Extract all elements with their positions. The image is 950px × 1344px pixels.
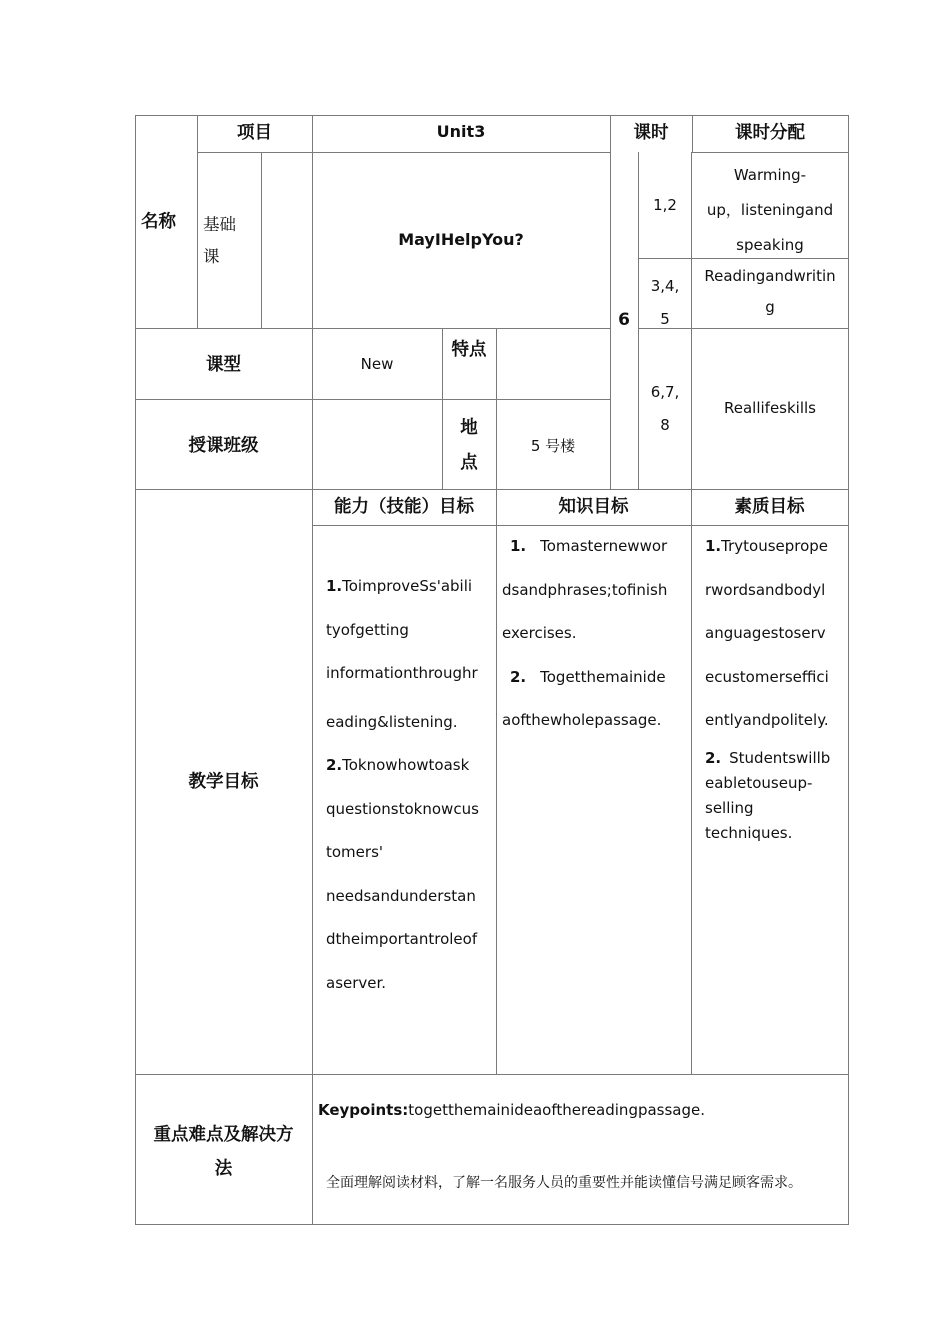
objectives-label: 教学目标 <box>188 772 259 792</box>
line: Studentswillb <box>729 748 831 767</box>
schedule-content-1-line1: Warming- <box>733 166 807 184</box>
line: dsandphrases;tofinish <box>502 580 668 599</box>
item-number: 1. <box>326 577 343 595</box>
line: Togetthemainide <box>540 667 666 686</box>
line: questionstoknowcus <box>326 799 479 818</box>
unit-label: Unit3 <box>436 122 486 141</box>
line: techniques. <box>705 823 793 842</box>
line: eading&listening. <box>326 712 458 731</box>
item-number: 2. <box>510 667 527 686</box>
keypoints-prefix: Keypoints: <box>318 1101 409 1119</box>
schedule-hours-2-line2: 5 <box>660 310 670 328</box>
keypoints-label-line2: 法 <box>214 1159 233 1179</box>
knowledge-item-2 <box>502 656 690 700</box>
line: ToimproveSs'abili <box>342 577 473 595</box>
line: dtheimportantroleof <box>326 930 478 948</box>
keypoints-label-line1: 重点难点及解决方 <box>153 1125 294 1145</box>
line: tyofgetting <box>326 620 409 639</box>
ability-objectives <box>326 565 494 1005</box>
location-label-2: 点 <box>460 453 478 473</box>
hours-label: 课时 <box>633 123 669 143</box>
line: Tomasternewwor <box>540 537 668 555</box>
item-number: 2. <box>705 748 722 767</box>
line: informationthroughr <box>326 664 478 682</box>
class-label: 授课班级 <box>188 436 259 456</box>
course-type-line1: 基础 <box>203 215 236 234</box>
schedule-hours-2-line1: 3,4, <box>650 277 680 295</box>
keypoints-body: togetthemainideaofthereadingpassage. <box>408 1101 706 1119</box>
lesson-type-value: New <box>360 355 394 373</box>
schedule-content-1-line2: up，listeningand <box>706 201 834 219</box>
line: eabletouseup- <box>705 773 813 792</box>
keypoints-chinese: 全面理解阅读材料，了解一名服务人员的重要性并能读懂信号满足顾客需求。 <box>326 1175 802 1191</box>
lesson-type-label: 课型 <box>206 355 241 375</box>
line: Toknowhowtoask <box>342 756 470 774</box>
item-number: 2. <box>326 756 343 774</box>
ability-title: 能力（技能）目标 <box>334 497 474 517</box>
line: aserver. <box>326 973 387 992</box>
item-label: 项目 <box>237 123 272 143</box>
line: needsandunderstan <box>326 886 476 905</box>
course-title: MayIHelpYou? <box>398 230 524 249</box>
item-number: 1. <box>705 537 722 555</box>
line: aofthewholepassage. <box>502 711 662 729</box>
line: entlyandpolitely. <box>705 711 829 729</box>
ability-item-1 <box>326 565 494 609</box>
course-type-line2: 课 <box>203 247 220 266</box>
location-label-1: 地 <box>460 418 478 438</box>
knowledge-title: 知识目标 <box>558 497 629 517</box>
location-value: 5 号楼 <box>530 437 576 455</box>
name-label: 名称 <box>141 212 176 232</box>
schedule-content-1-line3: speaking <box>736 236 804 254</box>
line: anguagestoserv <box>705 624 826 642</box>
line: rwordsandbodyl <box>705 580 826 599</box>
allocation-label: 课时分配 <box>735 123 805 143</box>
line: Trytouseprope <box>721 537 829 555</box>
line <box>705 746 847 771</box>
quality-objectives <box>705 525 847 846</box>
item-number: 1. <box>510 537 527 555</box>
line: exercises. <box>502 624 577 642</box>
feature-label: 特点 <box>451 340 487 360</box>
knowledge-objectives <box>502 525 690 743</box>
schedule-hours-3-line1: 6,7, <box>650 383 680 401</box>
schedule-content-2-line2: g <box>765 298 775 316</box>
quality-item-1 <box>705 525 847 569</box>
knowledge-item-1 <box>502 525 690 569</box>
line: tomers' <box>326 843 384 861</box>
ability-item-2 <box>326 744 494 788</box>
line: selling <box>705 798 754 817</box>
schedule-content-3: Reallifeskills <box>724 399 816 417</box>
schedule-content-2-line1: Readingandwritin <box>704 267 836 285</box>
line: ecustomerseffici <box>705 667 829 686</box>
quality-item-2 <box>705 746 847 846</box>
schedule-hours-1: 1,2 <box>653 196 677 214</box>
schedule-hours-3-line2: 8 <box>660 416 670 434</box>
total-hours: 6 <box>618 310 630 330</box>
keypoints-text <box>318 1101 843 1119</box>
quality-title: 素质目标 <box>734 497 805 517</box>
